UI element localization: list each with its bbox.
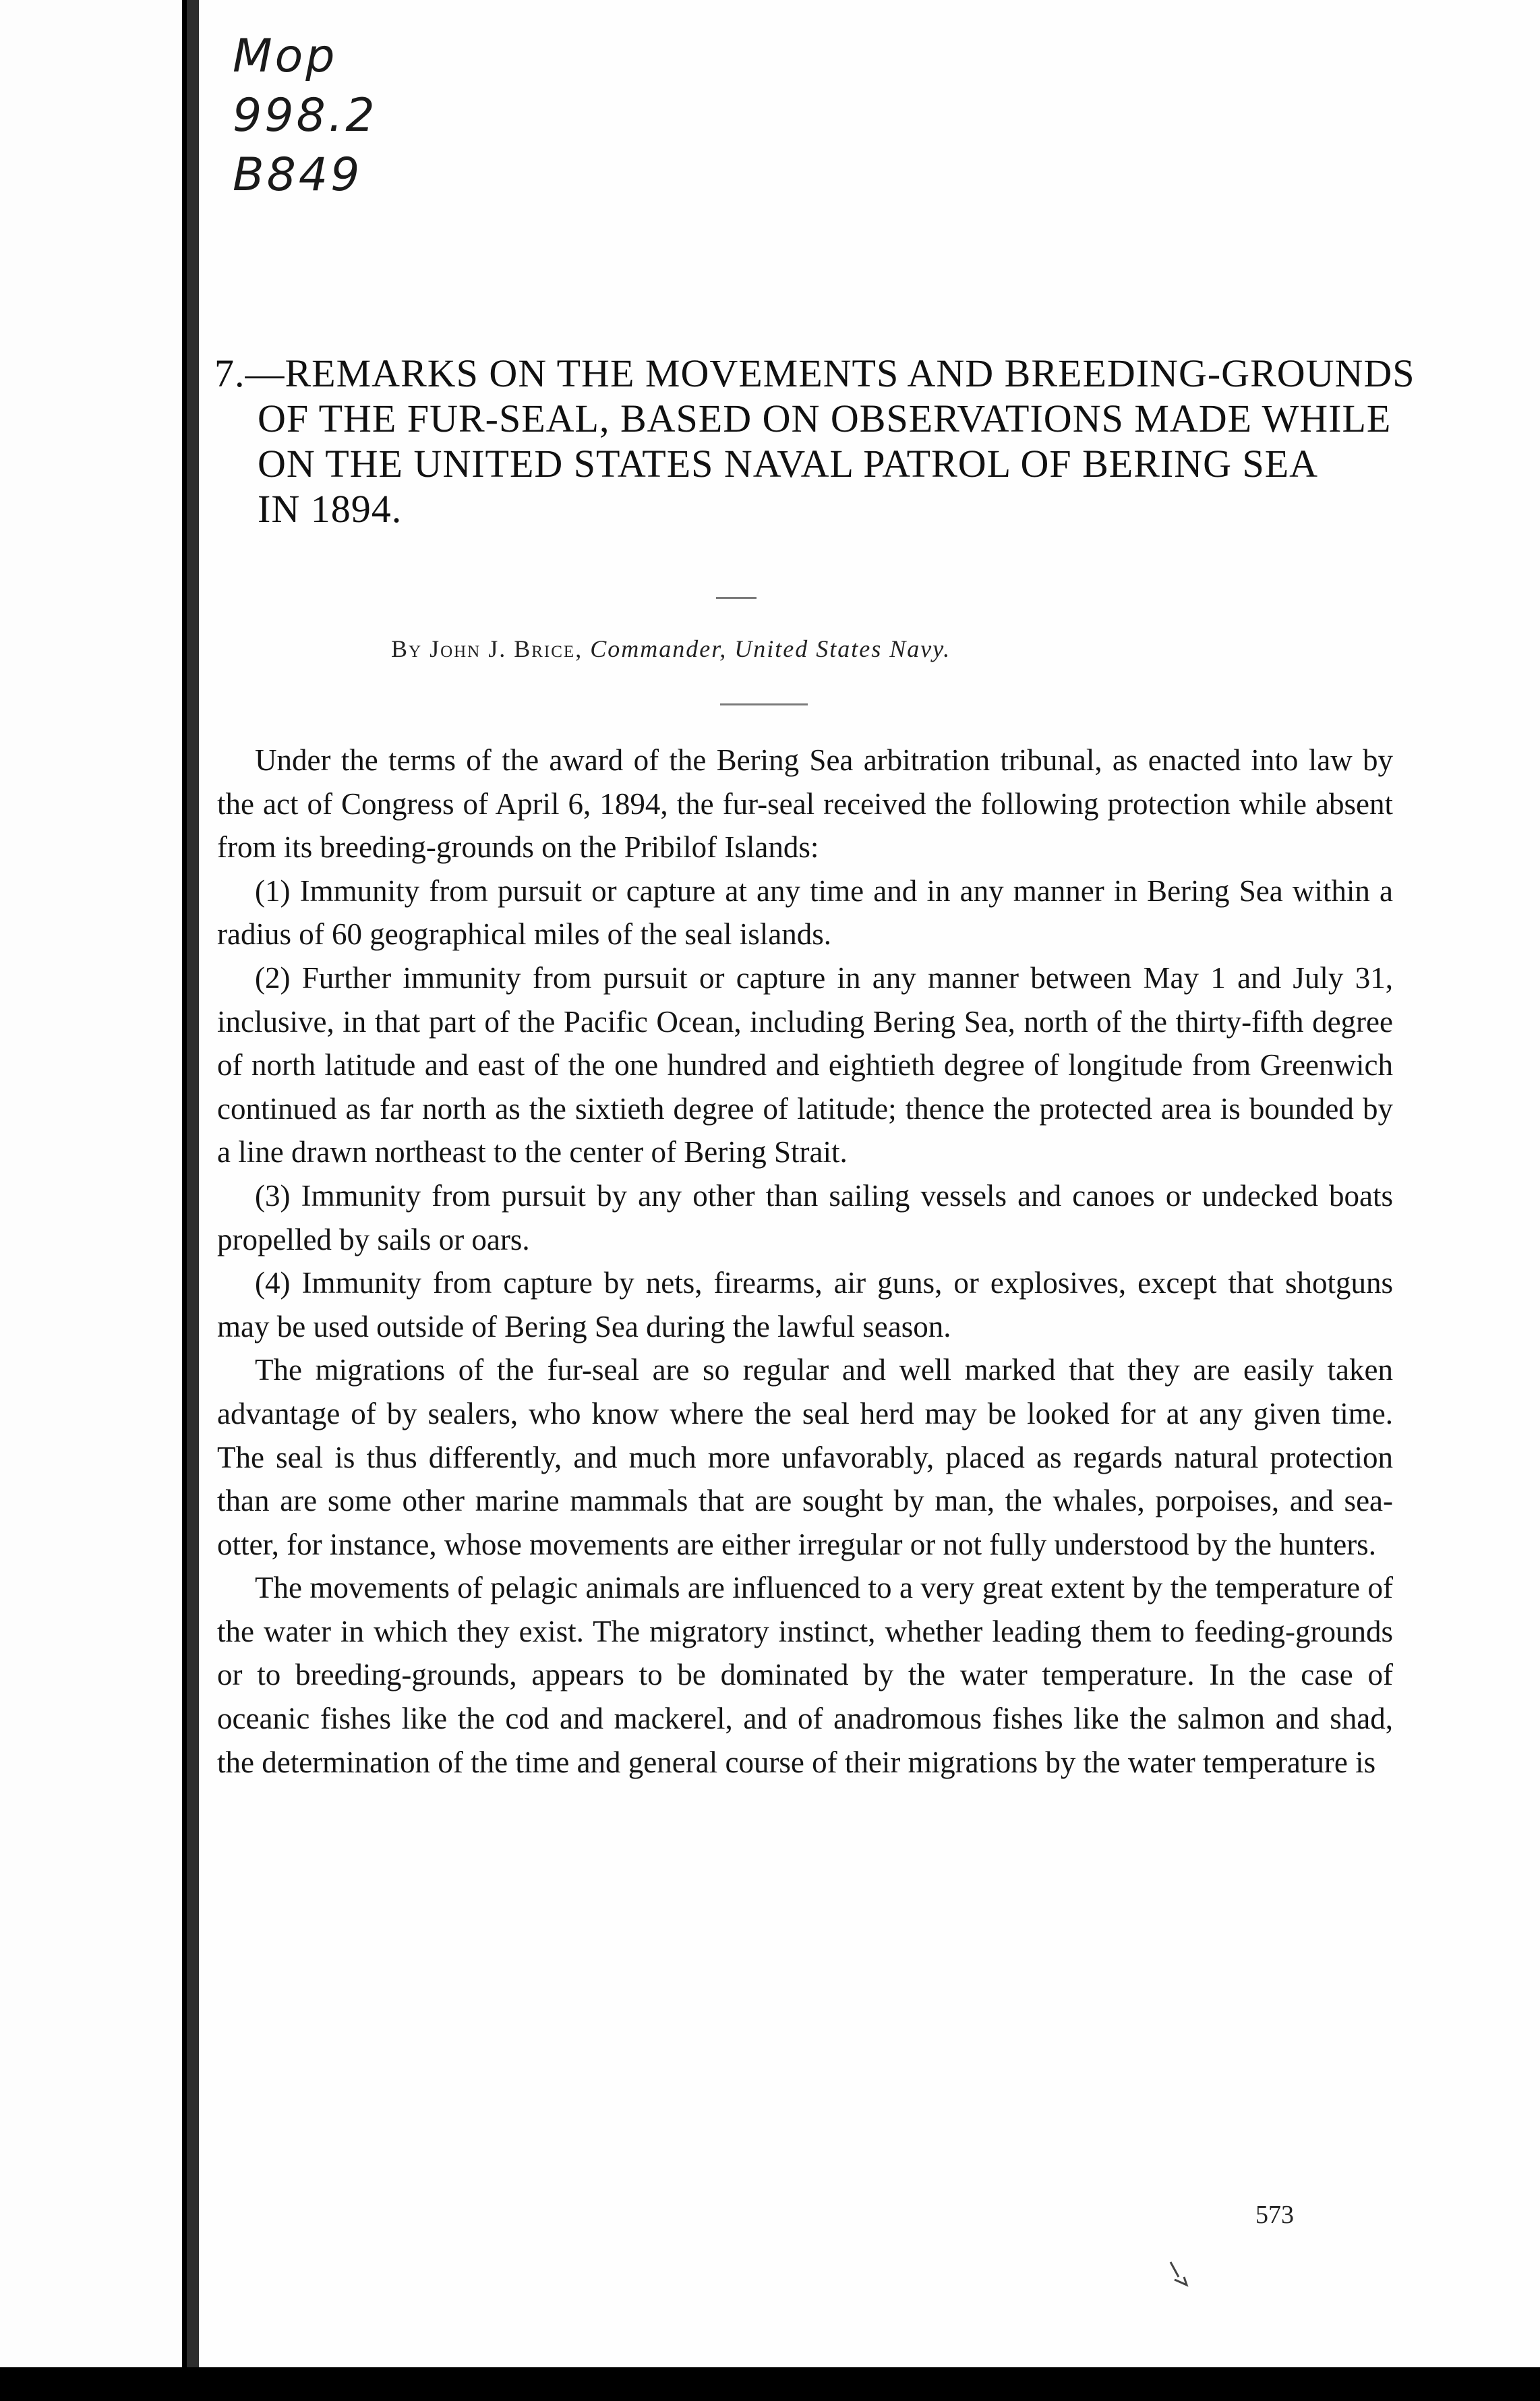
title-line: IN 1894.: [258, 487, 403, 531]
title-line: OF THE FUR-SEAL, BASED ON OBSERVATIONS MADE WHILE: [258, 397, 1392, 440]
title-divider: [716, 597, 757, 599]
left-page-margin: [0, 0, 182, 2367]
article-body: [217, 739, 1393, 1784]
title-line: 7.—REMARKS ON THE MOVEMENTS AND BREEDING-GROUNDS: [214, 351, 1415, 395]
catalog-note-line: B849: [233, 148, 363, 202]
body-paragraph: (1) Immunity from pursuit or capture at any time and in any manner in Bering Sea within a radius of 60 geographical miles of the seal islands.: [217, 873, 1393, 952]
body-paragraph: (2) Further immunity from pursuit or capture in any manner between May 1 and July 31, inclusive, in that part of the Pacific Ocean, including Bering Sea, north of the thirty-fifth degree of north latitude and east of the one hundred and eightieth degree of longitude from Greenwich continued as far north as the sixtieth degree of latitude; thence the protected area is bounded by a line drawn northeast to the center of Bering Strait.: [217, 960, 1393, 1169]
body-paragraph: Under the terms of the award of the Bering Sea arbitration tribunal, as enacted into law by the act of Congress of April 6, 1894, the fur-seal received the following protection while absent from its breeding-grounds on the Pribilof Islands:: [217, 743, 1393, 865]
body-paragraph: The movements of pelagic animals are influenced to a very great extent by the temperature of the water in which they exist. The migratory instinct, whether leading them to feeding-grounds or to breeding-grounds, appears to be dominated by the water temperature. In the case of oceanic fishes like the cod and mackerel, and of anadromous fishes like the salmon and shad, the determination of the time and general course of their migrations by the water temperature is: [217, 1571, 1393, 1779]
page-number: 573: [1255, 2201, 1294, 2229]
handwritten-catalog-note: [233, 27, 455, 205]
catalog-note-line: 998.2: [233, 89, 378, 142]
body-paragraph: (3) Immunity from pursuit by any other than sailing vessels and canoes or undecked boats propelled by sails or oars.: [217, 1178, 1393, 1256]
scan-bottom-edge: [0, 2367, 1540, 2401]
byline-divider: [720, 703, 808, 705]
catalog-note-line: Mop: [233, 30, 338, 83]
stray-pen-mark: [1166, 2259, 1193, 2290]
binding-edge: [187, 0, 199, 2367]
body-paragraph: The migrations of the fur-seal are so regular and well marked that they are easily taken advantage of by sealers, who know where the seal herd may be looked for at any given time. The seal is thus differently, and much more unfavorably, placed as regards natural protection than are some other marine mammals that are sought by man, the whales, porpoises, and sea-otter, for instance, whose movements are either irregular or not fully understood by the hunters.: [217, 1353, 1393, 1561]
byline-role: Commander, United States Navy.: [590, 635, 951, 662]
title-line: ON THE UNITED STATES NAVAL PATROL OF BERING SEA: [258, 442, 1319, 486]
article-title: [214, 351, 1415, 531]
author-byline: [391, 634, 1335, 664]
body-paragraph: (4) Immunity from capture by nets, firearms, air guns, or explosives, except that shotguns may be used outside of Bering Sea during the lawful season.: [217, 1266, 1393, 1343]
byline-author: By John J. Brice,: [391, 635, 583, 662]
